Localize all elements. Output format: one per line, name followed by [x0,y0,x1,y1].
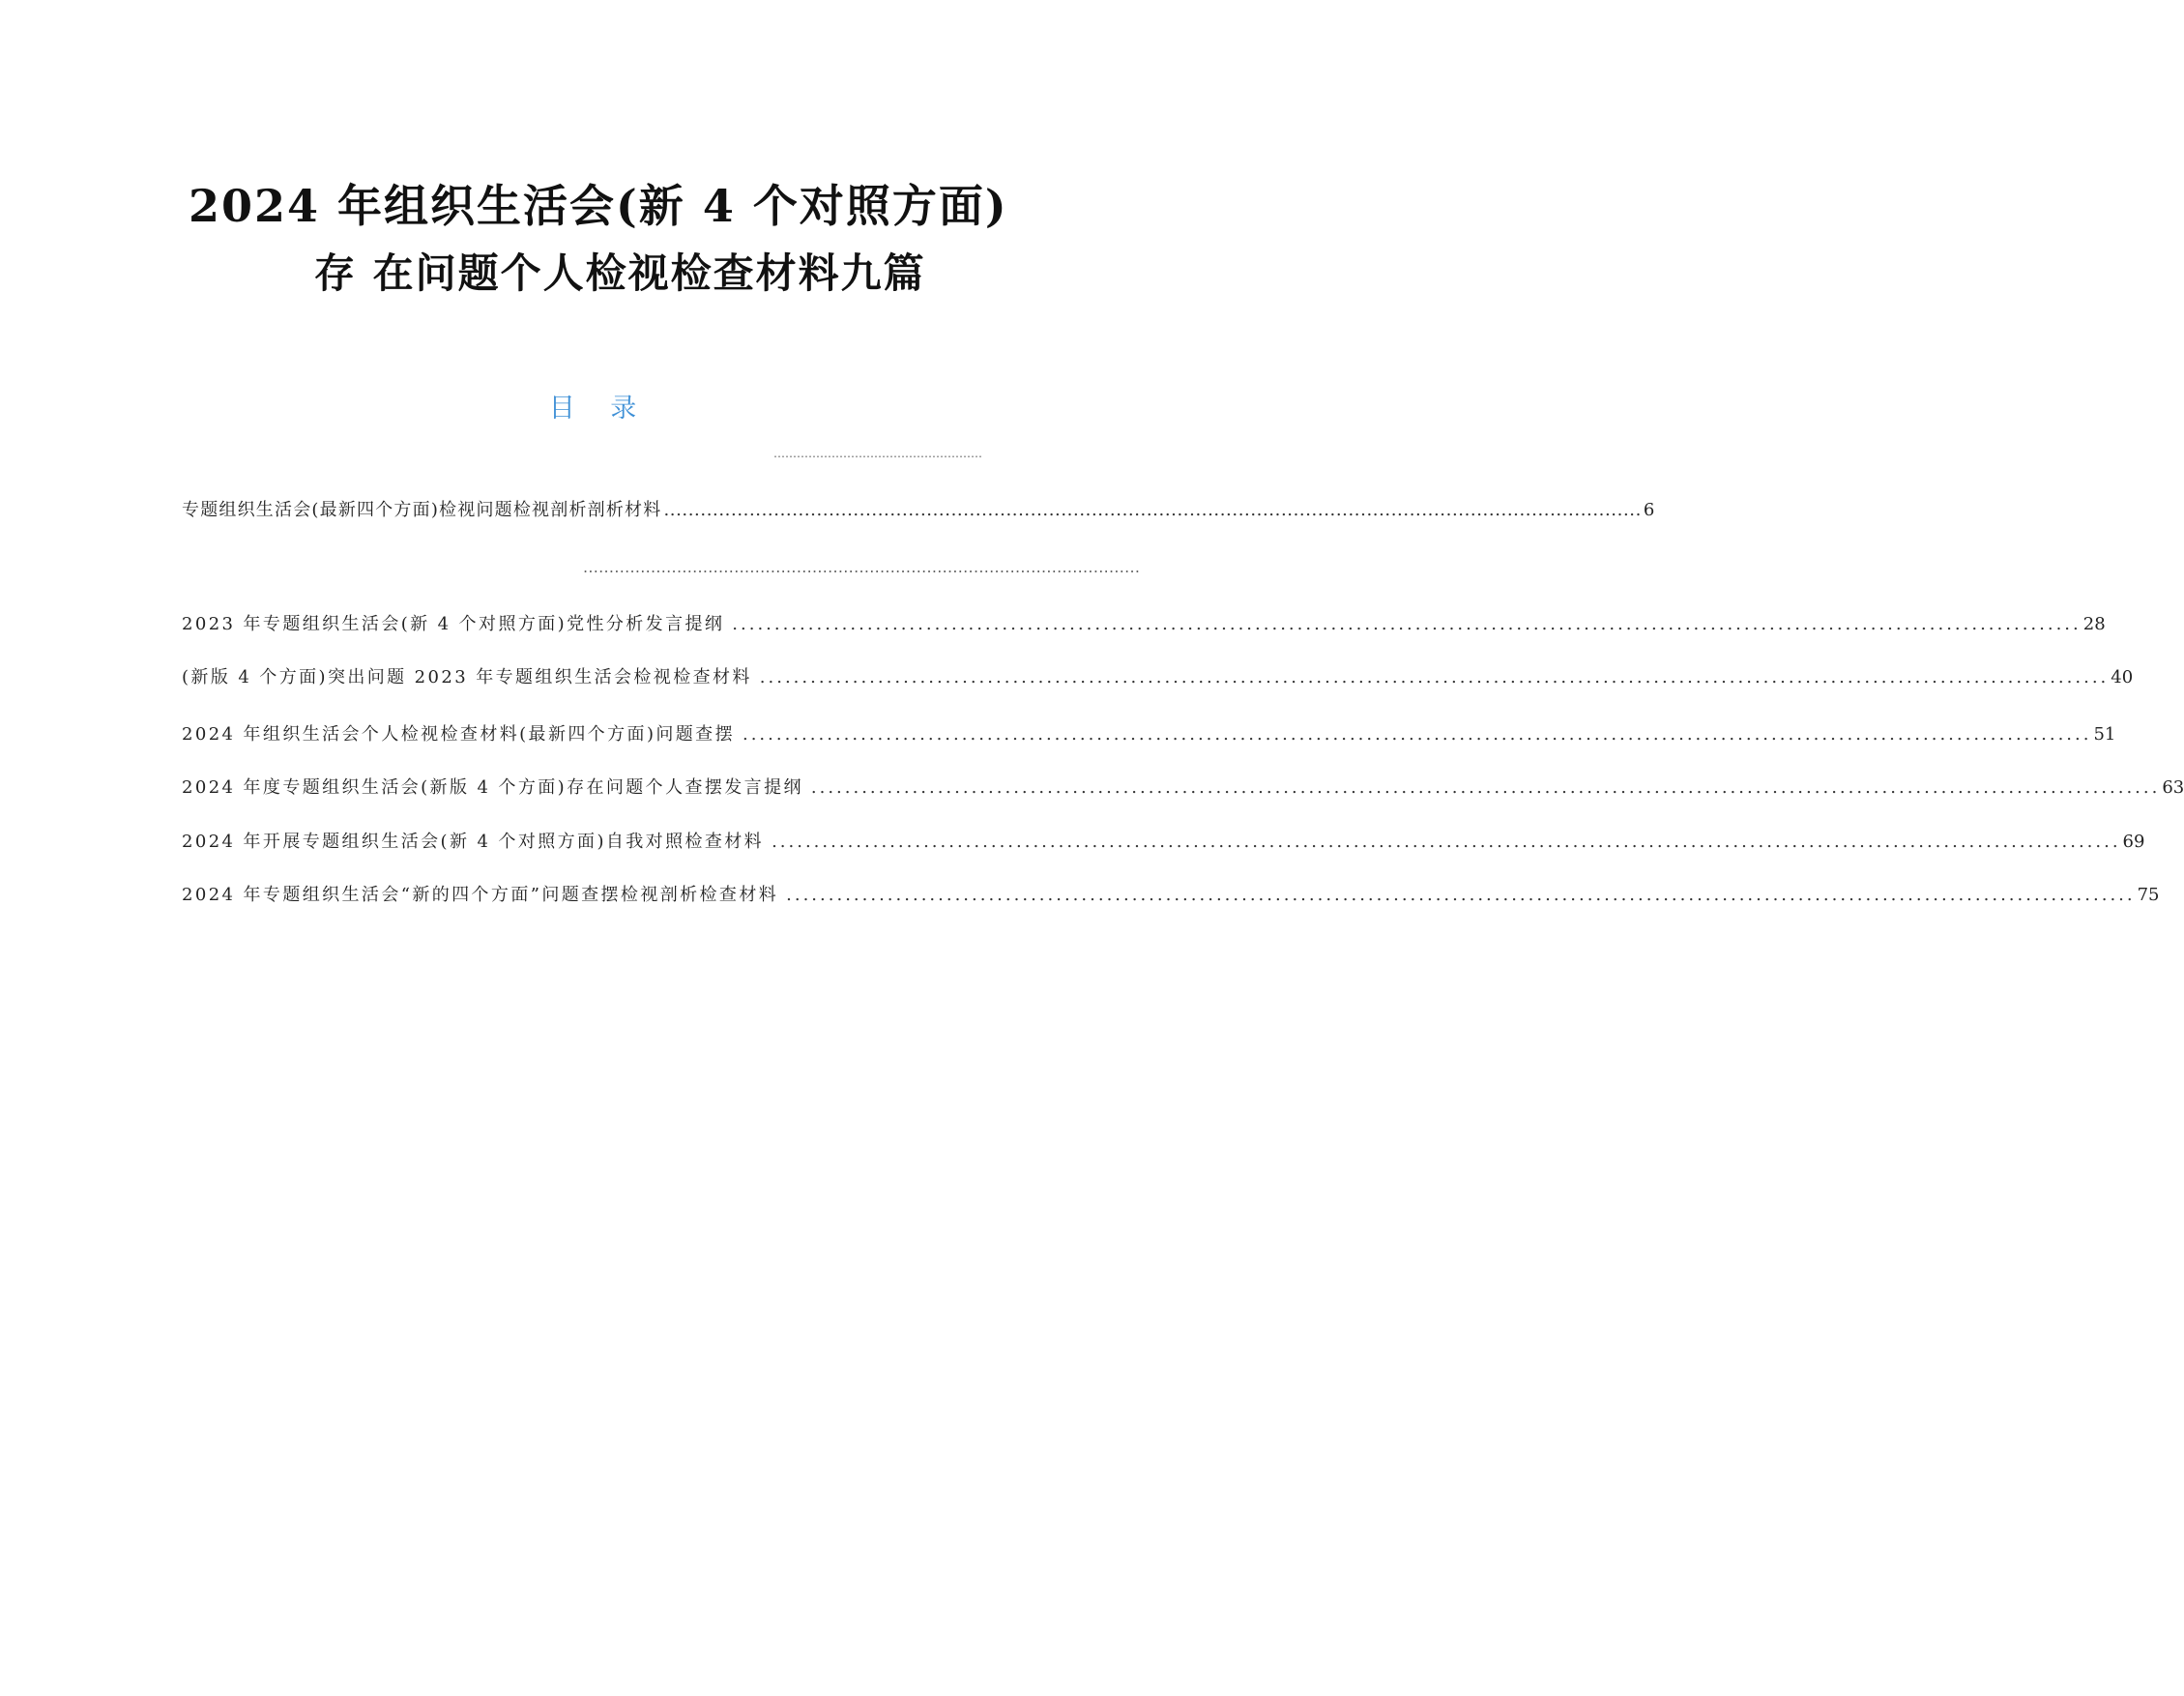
toc-entry-title: 2024 年开展专题组织生活会(新 4 个对照方面)自我对照检查材料 [182,832,765,852]
toc-entry-7[interactable] [182,881,2160,906]
toc-entry-4[interactable] [182,720,2116,746]
toc-entry-page: 51 [2093,724,2116,745]
toc-entry-leader [663,500,1641,520]
toc-entry-leader [732,614,2081,634]
toc-entry-6[interactable] [182,828,2145,853]
toc-stray-leader-2: ........................................................................................................... [583,558,1141,576]
toc-entry-leader [772,832,2120,852]
toc-entry-leader [811,777,2160,798]
toc-entry-page: 63 [2162,777,2184,798]
document-title-line-1: 2024 年组织生活会(新 4 个对照方面) [189,180,1008,232]
toc-entry-page: 28 [2082,614,2106,634]
toc-entry-page: 6 [1643,500,1655,520]
toc-entry-5[interactable] [182,774,2184,799]
toc-entry-page: 75 [2137,885,2160,905]
toc-entry-2[interactable] [182,610,2106,635]
toc-entry-title: 2024 年组织生活会个人检视检查材料(最新四个方面)问题查摆 [182,724,735,745]
toc-entry-page: 40 [2111,667,2134,687]
toc-entry-title: 2023 年专题组织生活会(新 4 个对照方面)党性分析发言提纲 [182,614,725,634]
toc-heading: 目 录 [548,394,651,424]
document-title-line-2: 存 在问题个人检视检查材料九篇 [314,249,926,297]
toc-entry-page: 69 [2122,832,2145,852]
toc-entry-3[interactable] [182,663,2134,688]
toc-entry-leader [786,885,2135,905]
toc-entry-title: 2024 年度专题组织生活会(新版 4 个方面)存在问题个人查摆发言提纲 [182,777,803,798]
toc-entry-1[interactable] [182,496,1655,521]
toc-entry-leader [743,724,2091,745]
toc-entry-title: 2024 年专题组织生活会“新的四个方面”问题查摆检视剖析检查材料 [182,885,779,905]
toc-entry-leader [760,667,2109,687]
toc-entry-title: (新版 4 个方面)突出问题 2023 年专题组织生活会检视检查材料 [182,667,752,687]
toc-entry-title: 专题组织生活会(最新四个方面)检视问题检视剖析剖析材料 [182,500,662,520]
toc-stray-leader-1: ……………………………………………… [773,447,982,460]
